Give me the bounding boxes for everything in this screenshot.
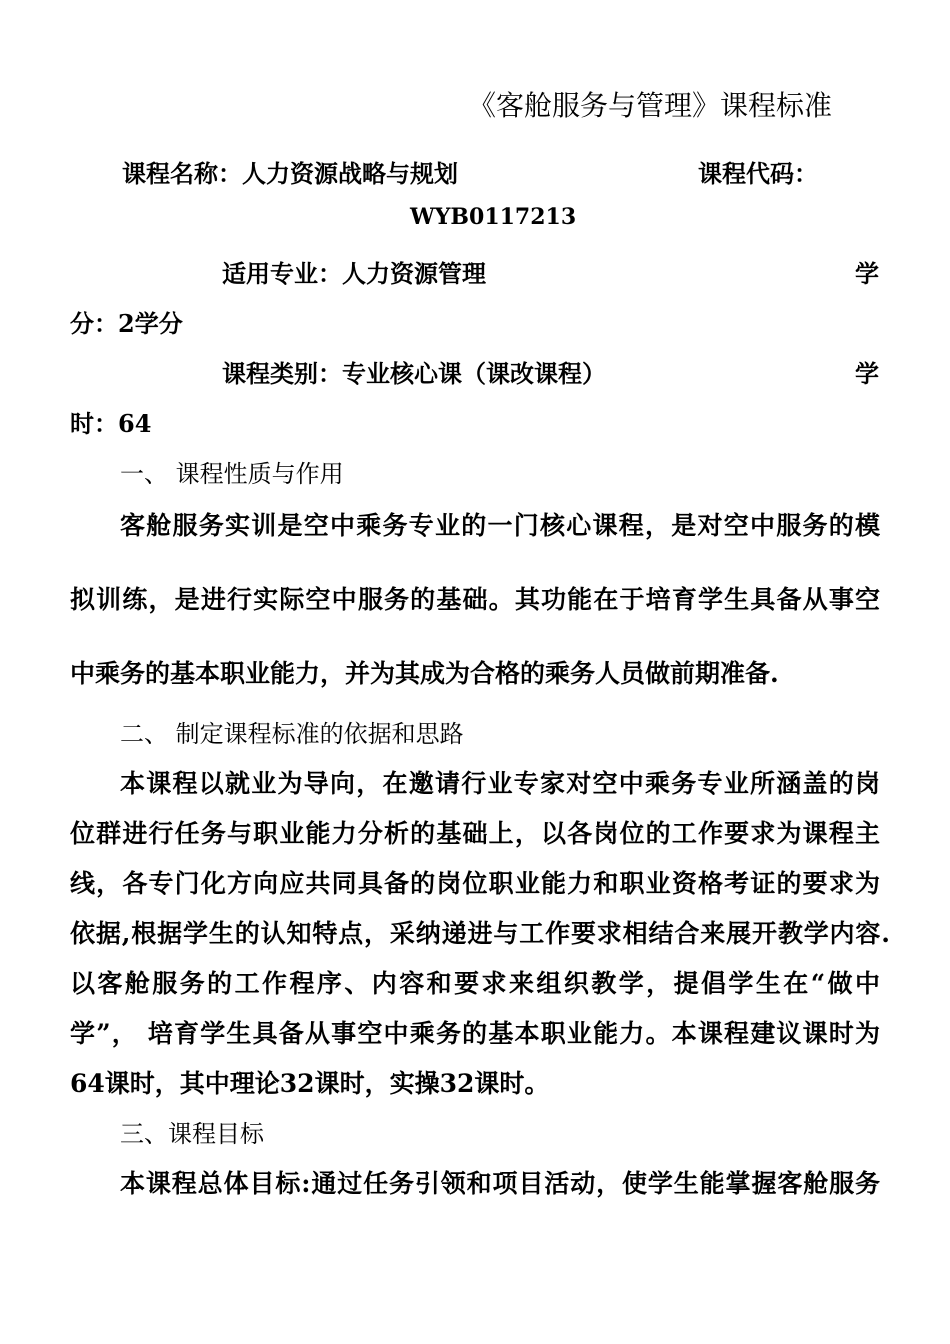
- applicable-major: 适用专业：人力资源管理: [222, 259, 486, 288]
- course-code-label: 课程代码：: [698, 159, 818, 188]
- course-category: 课程类别：专业核心课（课改课程）: [222, 359, 606, 388]
- paragraph-line: 拟训练，是进行实际空中服务的基础。其功能在于培育学生具备从事空: [70, 585, 880, 614]
- hours-char: 学: [855, 359, 879, 388]
- paragraph-line: 以客舱服务的工作程序、内容和要求来组织教学，提倡学生在“做中: [70, 969, 880, 998]
- credit-char: 学: [855, 259, 879, 288]
- paragraph-line: 线，各专门化方向应共同具备的岗位职业能力和职业资格考证的要求为: [70, 869, 880, 898]
- section-heading-basis: 二、 制定课程标准的依据和思路: [120, 720, 464, 748]
- course-code-value: WYB0117213: [410, 204, 577, 230]
- paragraph-line: 位群进行任务与职业能力分析的基础上，以各岗位的工作要求为课程主: [70, 819, 880, 848]
- paragraph-line: 本课程以就业为导向，在邀请行业专家对空中乘务专业所涵盖的岗: [120, 769, 880, 798]
- section-heading-nature: 一、 课程性质与作用: [120, 460, 344, 488]
- credit-value: 分：2学分: [70, 309, 183, 338]
- paragraph-line: 客舱服务实训是空中乘务专业的一门核心课程，是对空中服务的模: [120, 511, 880, 540]
- paragraph-line: 依据,根据学生的认知特点，采纳递进与工作要求相结合来展开教学内容.: [70, 919, 890, 948]
- hours-value: 时：64: [70, 409, 152, 438]
- course-name: 课程名称：人力资源战略与规划: [122, 159, 458, 188]
- section-heading-objectives: 三、课程目标: [120, 1120, 264, 1148]
- paragraph-line: 中乘务的基本职业能力，并为其成为合格的乘务人员做前期准备.: [70, 659, 779, 688]
- paragraph-line: 学”， 培育学生具备从事空中乘务的基本职业能力。本课程建议课时为: [70, 1019, 880, 1048]
- paragraph-line: 64课时，其中理论32课时，实操32课时。: [70, 1069, 550, 1098]
- document-title: 《客舱服务与管理》课程标准: [468, 89, 833, 122]
- paragraph-line: 本课程总体目标:通过任务引领和项目活动，使学生能掌握客舱服务: [120, 1169, 880, 1198]
